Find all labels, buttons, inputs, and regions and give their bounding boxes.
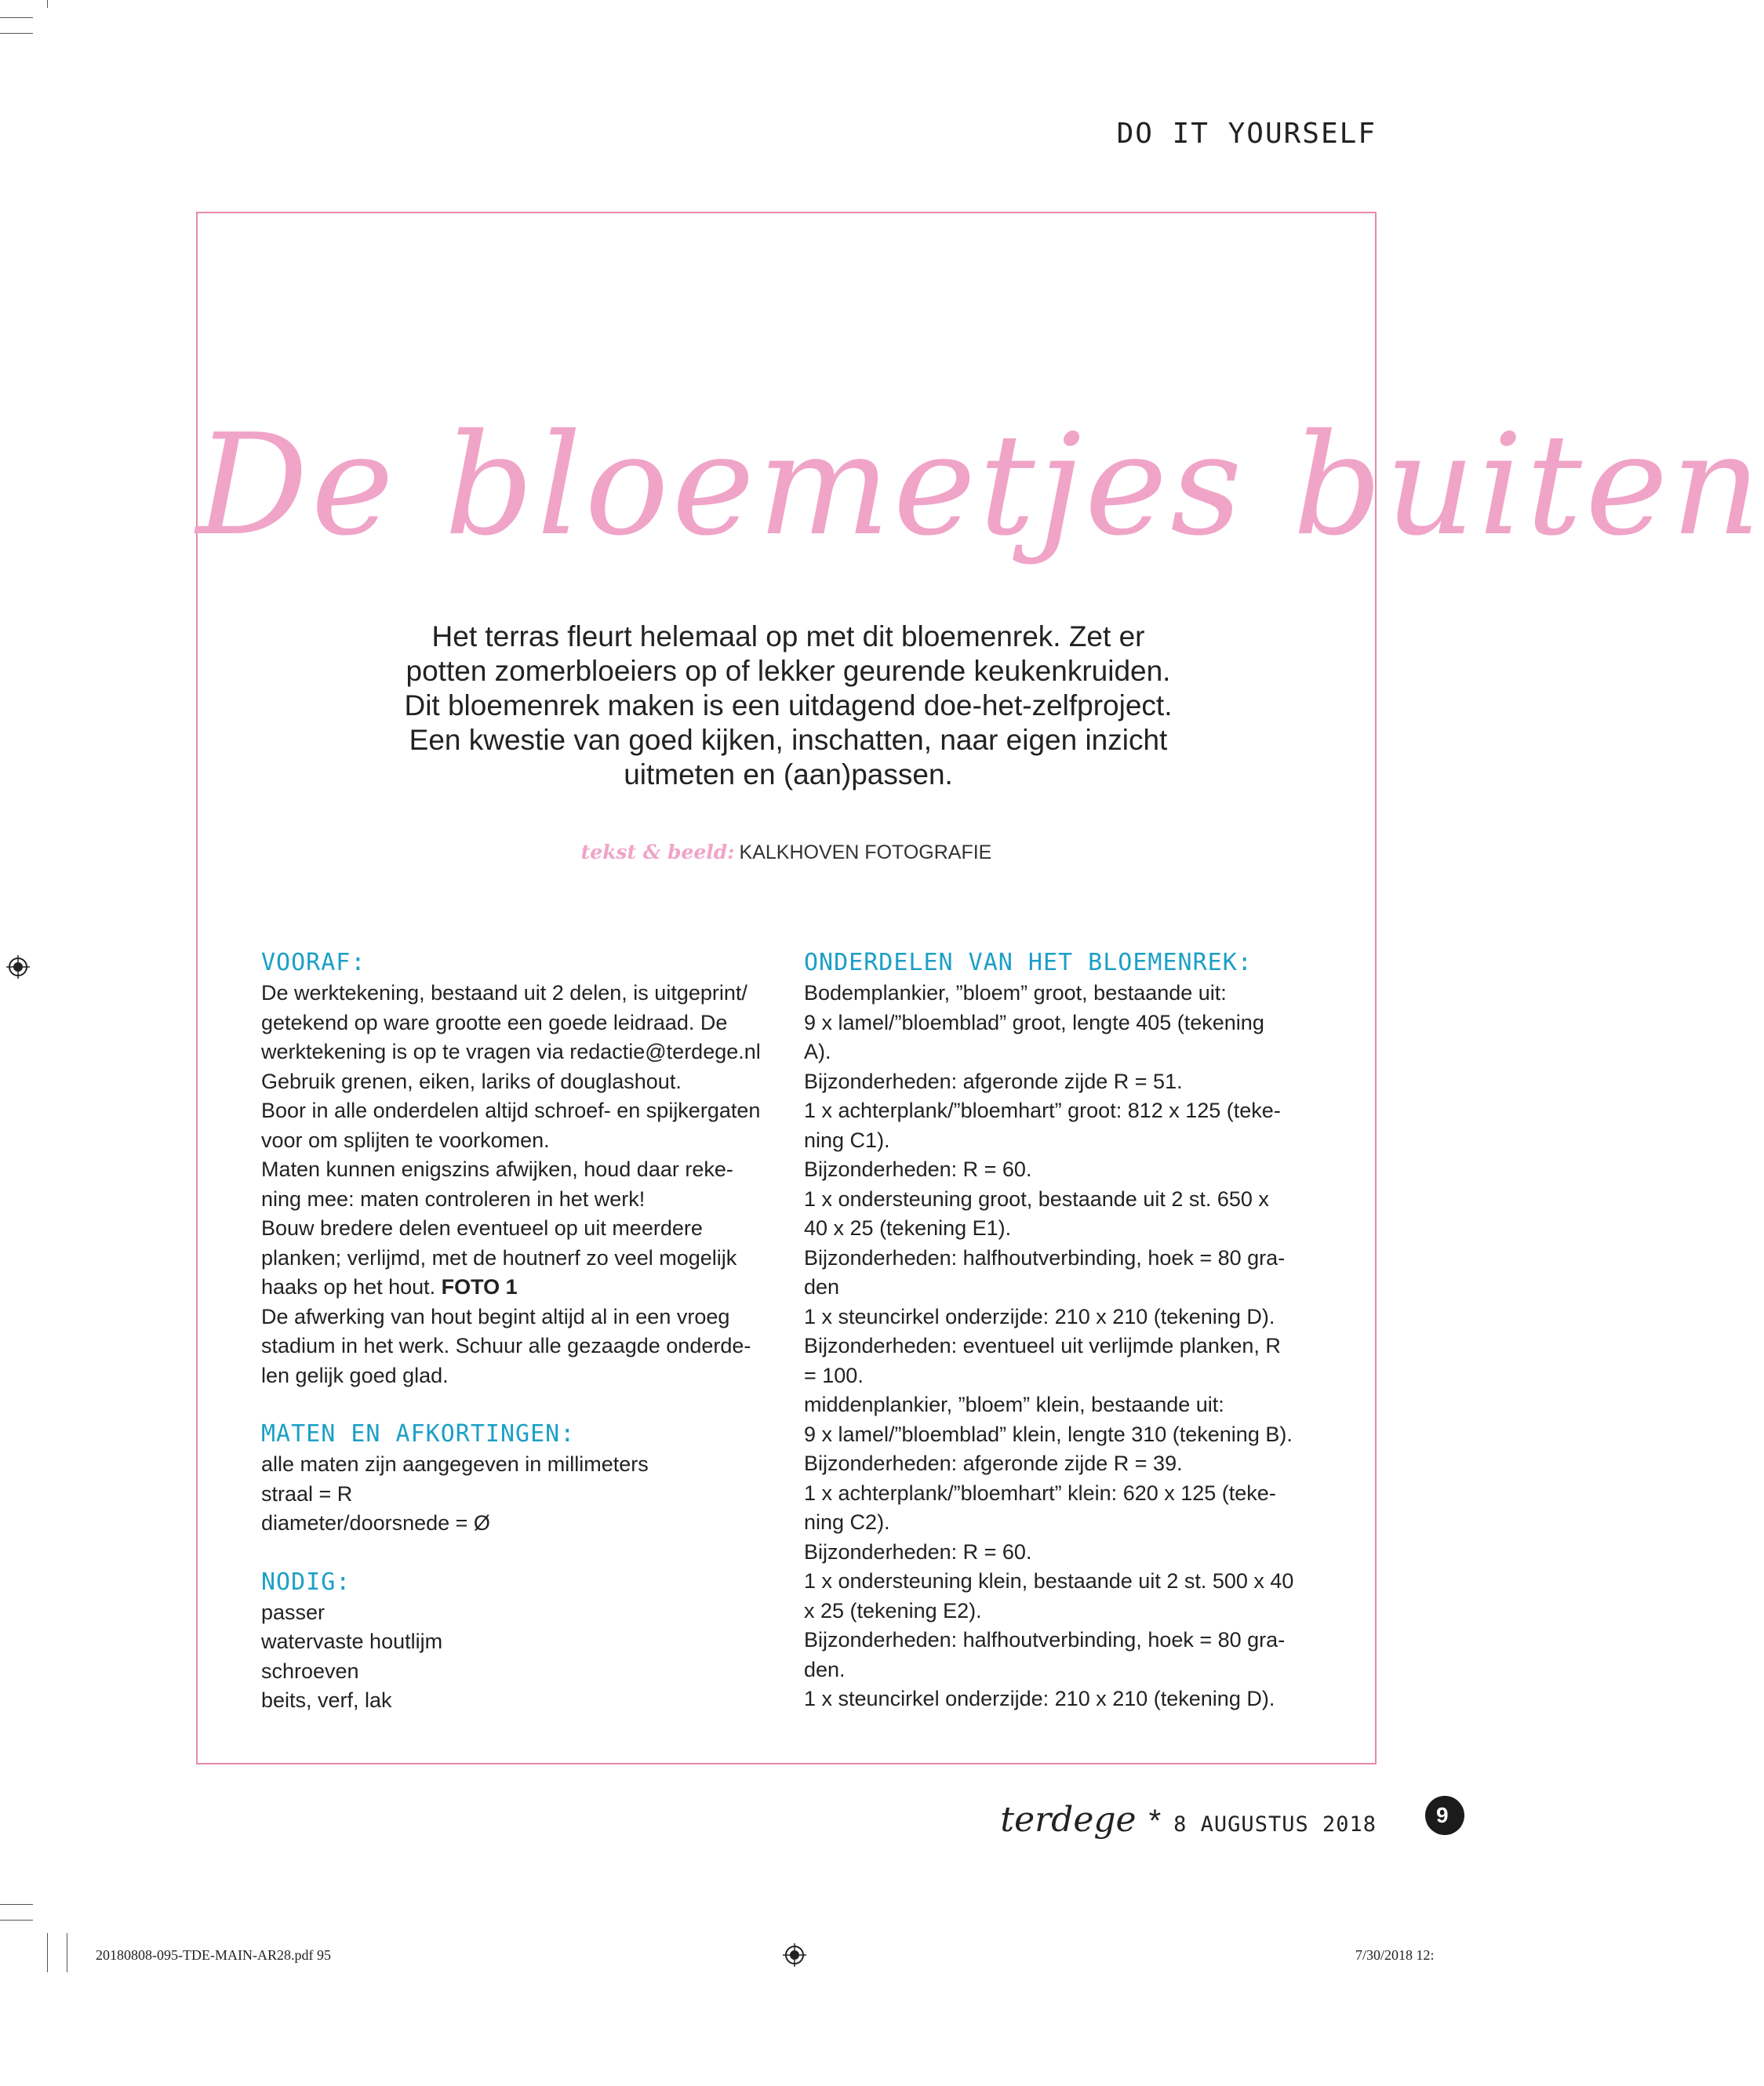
text-line: De afwerking van hout begint altijd al in een vroeg (261, 1304, 730, 1328)
list-item: watervaste houtlijm (261, 1630, 443, 1653)
crop-mark (0, 17, 33, 18)
text-line: = 100. (804, 1363, 864, 1387)
intro-line: potten zomerbloeiers op of lekker geurende keukenkruiden. (406, 655, 1171, 687)
print-slug-file: 20180808-095-TDE-MAIN-AR28.pdf 95 (96, 1947, 331, 1963)
text-line: 9 x lamel/”bloemblad” klein, lengte 310 (tekening B). (804, 1422, 1293, 1446)
intro-line: Dit bloemenrek maken is een uitdagend doe-het-zelfproject. (404, 689, 1173, 721)
text-line: ning C2). (804, 1510, 890, 1534)
text-line: getekend op ware grootte een goede leidraad. De (261, 1010, 728, 1034)
text-line: 40 x 25 (tekening E1). (804, 1216, 1012, 1240)
text-line: 1 x steuncirkel onderzijde: 210 x 210 (tekening D). (804, 1304, 1275, 1328)
brand-logo: terdege (1000, 1800, 1137, 1840)
text-line: Bijzonderheden: R = 60. (804, 1539, 1032, 1564)
byline (196, 841, 1377, 864)
maten-heading: MATEN EN AFKORTINGEN: (261, 1420, 576, 1448)
issue-date: 8 AUGUSTUS 2018 (1173, 1812, 1377, 1837)
text-line (261, 1273, 779, 1303)
crop-mark (0, 1920, 33, 1921)
text-line: Bijzonderheden: afgeronde zijde R = 51. (804, 1069, 1183, 1093)
text-line: 1 x achterplank/”bloemhart” groot: 812 x 125 (teke- (804, 1099, 1281, 1122)
crop-mark (0, 1904, 33, 1905)
text-line: x 25 (tekening E2). (804, 1598, 982, 1623)
text-line: Bijzonderheden: afgeronde zijde R = 39. (804, 1452, 1183, 1475)
vooraf-heading: VOORAF: (261, 949, 366, 976)
foto-line-text: haaks op het hout. (261, 1275, 442, 1299)
registration-mark-left (6, 955, 30, 979)
text-line: stadium in het werk. Schuur alle gezaagde onderde- (261, 1334, 751, 1357)
foto-reference: FOTO 1 (441, 1275, 518, 1299)
separator-star-icon: * (1148, 1804, 1162, 1838)
onderdelen-heading: ONDERDELEN VAN HET BLOEMENREK: (804, 949, 1253, 976)
registration-mark-bottom (783, 1943, 806, 1967)
text-line: 1 x steuncirkel onderzijde: 210 x 210 (tekening D). (804, 1687, 1275, 1710)
text-line: 1 x ondersteuning groot, bestaande uit 2 st. 650 x (804, 1187, 1269, 1211)
page-title: De bloemetjes buiten (196, 404, 1764, 566)
text-line: den (804, 1275, 840, 1299)
text-line: Gebruik grenen, eiken, lariks of douglashout. (261, 1069, 682, 1093)
intro-line: Een kwestie van goed kijken, inschatten, naar eigen inzicht (409, 724, 1168, 756)
nodig-heading: NODIG: (261, 1568, 351, 1596)
text-line: 1 x achterplank/”bloemhart” klein: 620 x 125 (teke- (804, 1481, 1276, 1505)
intro-line: Het terras fleurt helemaal op met dit bloemenrek. Zet er (431, 620, 1145, 652)
left-column (261, 947, 779, 1716)
byline-value: KALKHOVEN FOTOGRAFIE (739, 841, 992, 863)
text-line: Bouw bredere delen eventueel op uit meerdere (261, 1216, 703, 1240)
text-line: Bijzonderheden: halfhoutverbinding, hoek = 80 gra- (804, 1628, 1286, 1652)
section-label: DO IT YOURSELF (1116, 118, 1377, 150)
text-line: A). (804, 1040, 831, 1063)
text-line: Bijzonderheden: halfhoutverbinding, hoek = 80 gra- (804, 1245, 1286, 1270)
text-line: Maten kunnen enigszins afwijken, houd daar reke- (261, 1157, 733, 1181)
text-line: diameter/doorsnede = Ø (261, 1511, 490, 1535)
text-line: Bijzonderheden: R = 60. (804, 1157, 1032, 1181)
text-line: De werktekening, bestaand uit 2 delen, is uitgeprint/ (261, 981, 747, 1005)
list-item: schroeven (261, 1659, 359, 1683)
text-line: planken; verlijmd, met de houtnerf zo veel mogelijk (261, 1245, 737, 1270)
text-line: Bodemplankier, ”bloem” groot, bestaande uit: (804, 981, 1227, 1005)
text-line: ning mee: maten controleren in het werk! (261, 1187, 646, 1211)
nodig-list (261, 1598, 779, 1716)
text-line: ning C1). (804, 1128, 890, 1152)
list-item: passer (261, 1600, 326, 1624)
text-line: den. (804, 1657, 846, 1681)
print-slug-timestamp: 7/30/2018 12: (1355, 1947, 1435, 1963)
text-line: werktekening is op te vragen via redactie@terdege.nl (261, 1040, 761, 1063)
text-line: len gelijk goed glad. (261, 1363, 449, 1387)
footer (1000, 1800, 1377, 1840)
text-line: 1 x ondersteuning klein, bestaande uit 2 st. 500 x 40 (804, 1569, 1294, 1593)
text-line: Bijzonderheden: eventueel uit verlijmde planken, R (804, 1334, 1281, 1357)
text-line: Boor in alle onderdelen altijd schroef- en spijkergaten (261, 1099, 761, 1122)
intro-line: uitmeten en (aan)passen. (624, 758, 953, 790)
text-line: 9 x lamel/”bloemblad” groot, lengte 405 (tekening (804, 1010, 1264, 1034)
text-line: voor om splijten te voorkomen. (261, 1128, 550, 1152)
text-line: alle maten zijn aangegeven in millimeters (261, 1452, 649, 1476)
crop-mark (47, 1933, 48, 1972)
text-line: straal = R (261, 1481, 353, 1506)
text-line: middenplankier, ”bloem” klein, bestaande uit: (804, 1393, 1224, 1416)
intro-text (357, 620, 1220, 792)
page-number: 9 (1425, 1796, 1464, 1835)
crop-mark (47, 0, 48, 8)
list-item: beits, verf, lak (261, 1688, 392, 1712)
right-column (804, 947, 1337, 1714)
byline-label: tekst & beeld: (580, 841, 735, 863)
crop-mark (0, 33, 33, 34)
